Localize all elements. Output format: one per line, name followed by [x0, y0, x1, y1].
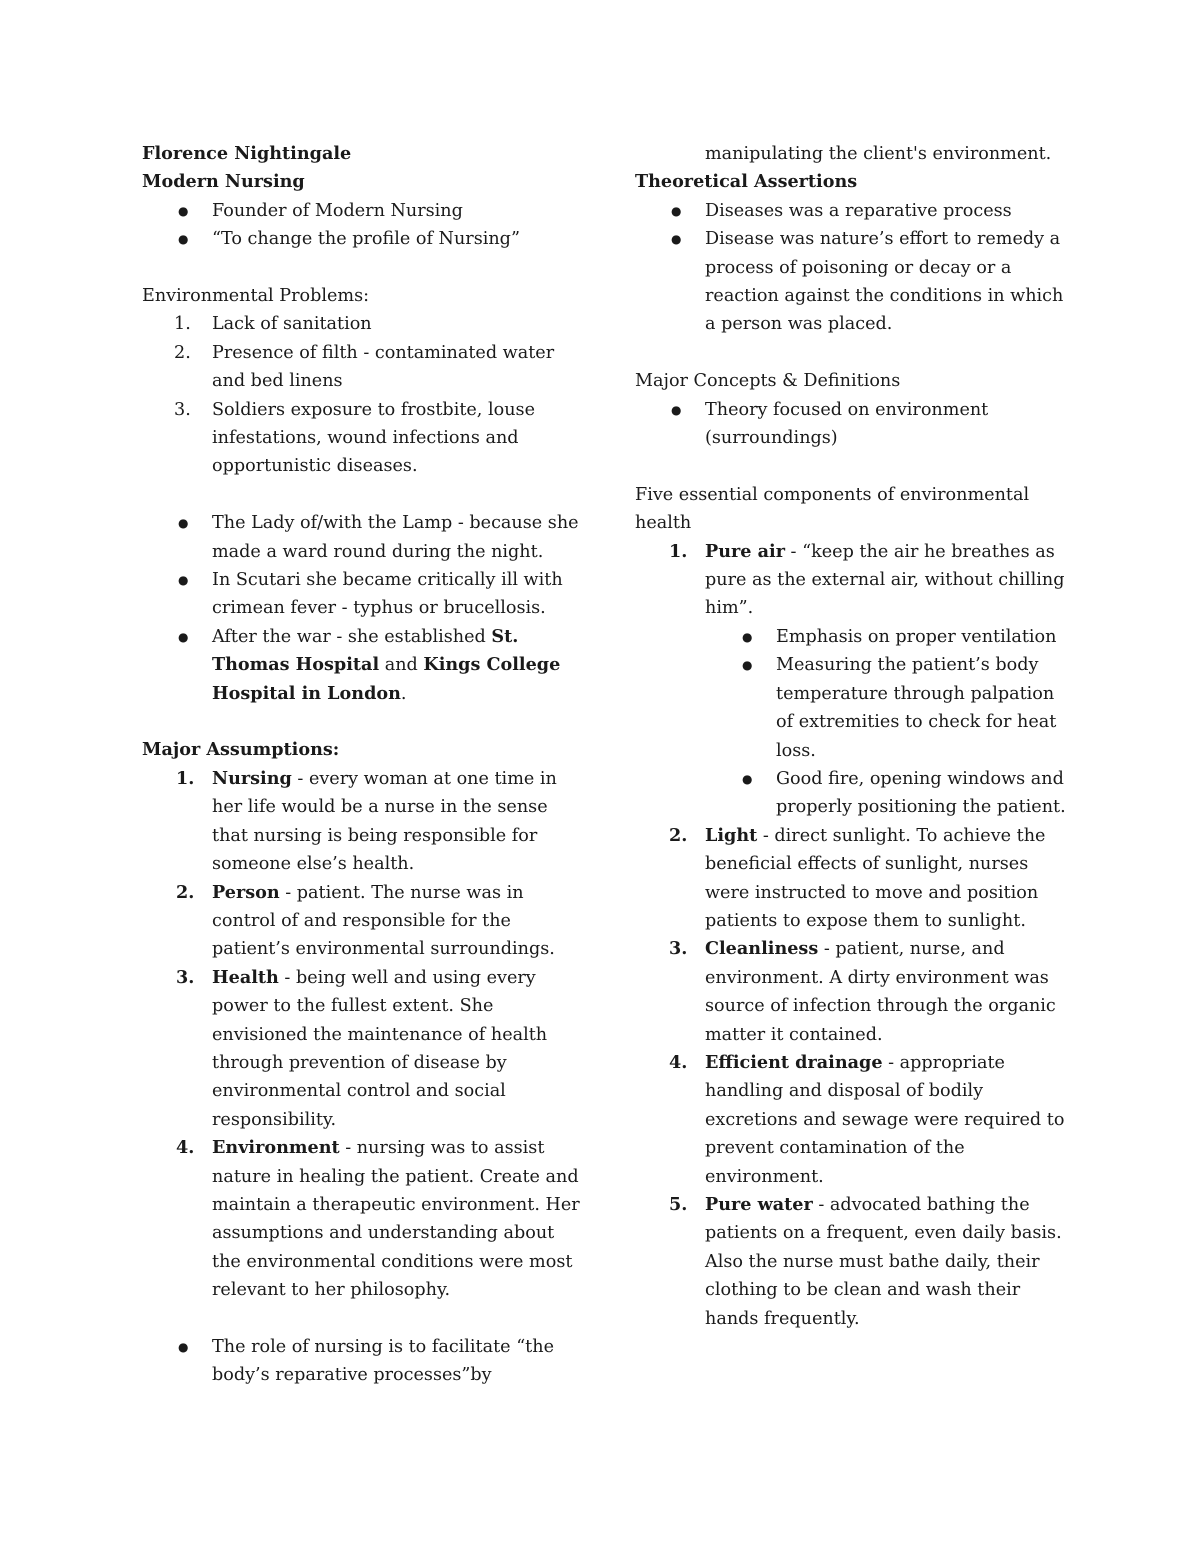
- sub-list-item: ● Measuring the patient’s body temperature through palpation of extremities to check for heat loss.: [635, 651, 1075, 765]
- list-item: ● The role of nursing is to facilitate “the body’s reparative processes”by: [142, 1333, 582, 1390]
- list-item: 4. Efficient drainage - appropriate handling and disposal of bodily excretions and sewage were required to prevent contamination of the environment.: [635, 1049, 1075, 1191]
- sub-list-item: ● Emphasis on proper ventilation: [635, 623, 1075, 651]
- list-number: 3.: [174, 399, 191, 420]
- list-item: 4. Environment - nursing was to assist nature in healing the patient. Create and maintain a therapeutic environment. Her assumptions and understanding about the environmental conditions were most relevant to her philosophy.: [142, 1134, 582, 1304]
- document-subtitle: Modern Nursing: [142, 171, 305, 193]
- bullet-icon: ●: [178, 232, 189, 247]
- right-column: [635, 140, 1075, 1333]
- bullet-icon: ●: [178, 516, 189, 531]
- list-number: 4.: [669, 1051, 688, 1073]
- list-item: ● Diseases was a reparative process: [635, 197, 1075, 225]
- left-column: [142, 140, 582, 1390]
- bullet-icon: ●: [671, 203, 682, 218]
- bullet-icon: ●: [178, 629, 189, 644]
- continued-text: manipulating the client's environment.: [705, 144, 1052, 164]
- list-item: ● In Scutari she became critically ill with crimean fever - typhus or brucellosis.: [142, 566, 582, 623]
- list-item: 2. Person - patient. The nurse was in control of and responsible for the patient’s environmental surroundings.: [142, 879, 582, 964]
- list-number: 5.: [669, 1194, 688, 1215]
- section-heading-major-assumptions: Major Assumptions:: [142, 739, 340, 761]
- section-heading-theoretical-assertions: Theoretical Assertions: [635, 171, 858, 193]
- list-item: 3. Cleanliness - patient, nurse, and environment. A dirty environment was source of infection through the organic matter it contained.: [635, 935, 1075, 1049]
- list-item: 5. Pure water - advocated bathing the patients on a frequent, even daily basis. Also the nurse must bathe daily, their clothing to be clean and wash their hands frequently.: [635, 1191, 1075, 1333]
- bullet-icon: ●: [178, 203, 189, 218]
- list-item: 2. Light - direct sunlight. To achieve the beneficial effects of sunlight, nurses were instructed to move and position patients to expose them to sunlight.: [635, 822, 1075, 936]
- list-item: 1. Pure air - “keep the air he breathes as pure as the external air, without chilling him”.: [635, 538, 1075, 623]
- section-heading-major-concepts: Major Concepts & Definitions: [635, 371, 901, 392]
- bullet-icon: ●: [671, 402, 682, 417]
- bullet-icon: ●: [178, 1340, 189, 1354]
- list-number: 3.: [669, 938, 688, 960]
- bullet-icon: ●: [742, 629, 753, 644]
- list-number: 1.: [174, 314, 191, 335]
- list-number: 2.: [669, 824, 688, 846]
- section-heading-five-components: Five essential components of environmental health: [635, 484, 1030, 534]
- list-item: 3. Soldiers exposure to frostbite, louse infestations, wound infections and opportunistic diseases.: [142, 396, 582, 481]
- list-item: 3. Health - being well and using every power to the fullest extent. She envisioned the maintenance of health through prevention of disease by environmental control and social responsibility.: [142, 964, 582, 1134]
- list-item: 2. Presence of filth - contaminated water and bed linens: [142, 339, 582, 396]
- list-number: 2.: [176, 881, 195, 903]
- bullet-icon: ●: [742, 771, 753, 786]
- list-number: 1.: [669, 540, 688, 562]
- list-item: ● Disease was nature’s effort to remedy a process of poisoning or decay or a reaction against the conditions in which a person was placed.: [635, 225, 1075, 339]
- list-item: ● Theory focused on environment (surroundings): [635, 396, 1075, 453]
- list-number: 3.: [176, 966, 195, 988]
- list-item: ● The Lady of/with the Lamp - because she made a ward round during the night.: [142, 509, 582, 566]
- list-item: ● Founder of Modern Nursing: [142, 197, 582, 225]
- bullet-icon: ●: [671, 232, 682, 247]
- list-item: ● “To change the profile of Nursing”: [142, 225, 582, 253]
- list-item: 1. Lack of sanitation: [142, 310, 582, 338]
- list-item: ● After the war - she established St. Thomas Hospital and Kings College Hospital in London.: [142, 623, 582, 708]
- bullet-icon: ●: [178, 573, 189, 588]
- document-title: Florence Nightingale: [142, 143, 352, 164]
- list-number: 4.: [176, 1137, 195, 1159]
- section-heading-environmental-problems: Environmental Problems:: [142, 286, 370, 307]
- list-number: 1.: [176, 767, 195, 789]
- sub-list-item: ● Good fire, opening windows and properly positioning the patient.: [635, 765, 1075, 822]
- list-item: 1. Nursing - every woman at one time in her life would be a nurse in the sense that nursing is being responsible for someone else’s health.: [142, 765, 582, 879]
- bullet-icon: ●: [742, 658, 753, 673]
- list-number: 2.: [174, 342, 191, 363]
